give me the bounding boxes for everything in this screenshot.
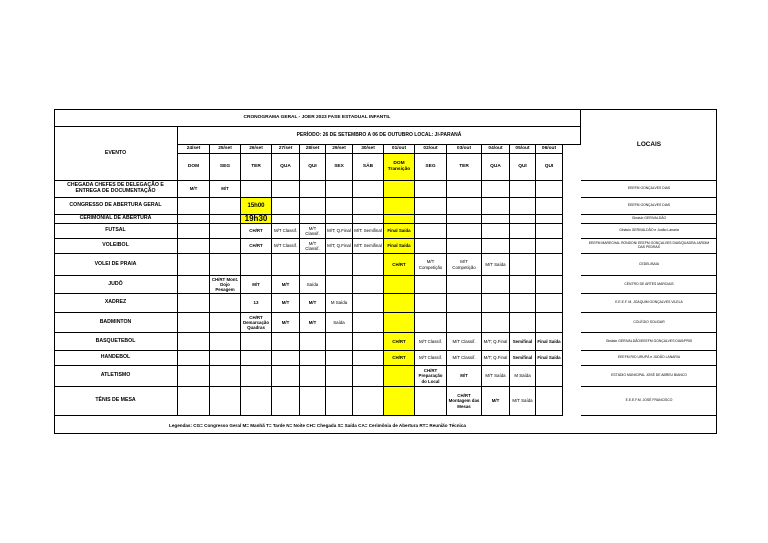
event-name: CONGRESSO DE ABERTURA GERAL xyxy=(54,198,178,215)
location-cell: Ginásio GERIVALDÃO xyxy=(581,215,717,224)
schedule-cell xyxy=(326,198,353,215)
schedule-cell: M/T: Semifinal xyxy=(353,224,384,239)
day-date: 24/set xyxy=(178,145,210,154)
schedule-cell: M/T: Semifinal xyxy=(353,239,384,254)
schedule-cell xyxy=(353,366,384,387)
schedule-cell xyxy=(353,333,384,351)
schedule-cell xyxy=(353,387,384,416)
event-name: TÊNIS DE MESA xyxy=(54,387,178,416)
schedule-cell xyxy=(300,181,326,198)
schedule-cell xyxy=(482,181,510,198)
schedule-cell xyxy=(210,313,241,333)
schedule-cell xyxy=(510,181,536,198)
schedule-cell: M/T Competição xyxy=(415,254,447,276)
schedule-cell: M/T Classif. xyxy=(300,224,326,239)
schedule-cell xyxy=(353,181,384,198)
day-date: 26/set xyxy=(241,145,272,154)
schedule-cell xyxy=(272,198,300,215)
location-cell: EEEFM MARECHAL RONDON/ EEEFM GONÇALVES DIAS/QUADRA JARDIM DAS PEDRAS xyxy=(581,239,717,254)
schedule-cell: M/T xyxy=(300,294,326,313)
day-of-week: SEX xyxy=(326,154,353,181)
day-of-week: QUI xyxy=(536,154,563,181)
day-of-week: QUA xyxy=(272,154,300,181)
schedule-cell: CH/RT Montagem das Mesas xyxy=(447,387,482,416)
schedule-cell xyxy=(353,351,384,366)
day-of-week: TER xyxy=(447,154,482,181)
schedule-cell xyxy=(353,276,384,294)
schedule-cell: CH/RT xyxy=(384,351,415,366)
schedule-cell: Final Saída xyxy=(384,224,415,239)
schedule-cell xyxy=(384,198,415,215)
schedule-cell xyxy=(241,254,272,276)
schedule-cell xyxy=(510,294,536,313)
day-date: 04/out xyxy=(482,145,510,154)
schedule-cell xyxy=(241,181,272,198)
schedule-cell xyxy=(178,215,210,224)
schedule-cell xyxy=(300,333,326,351)
schedule-cell xyxy=(326,351,353,366)
location-cell: EEEFM GONÇALVES DIAS xyxy=(581,198,717,215)
schedule-cell xyxy=(447,181,482,198)
schedule-cell: Saída xyxy=(326,313,353,333)
schedule-cell xyxy=(384,387,415,416)
location-cell: E.E.E.F.M. JOSÉ FRANCISCO xyxy=(581,387,717,416)
schedule-cell xyxy=(384,215,415,224)
day-date: 02/out xyxy=(415,145,447,154)
schedule-cell xyxy=(447,313,482,333)
day-of-week: DOM xyxy=(178,154,210,181)
schedule-cell: M/T xyxy=(447,366,482,387)
schedule-cell xyxy=(353,313,384,333)
schedule-cell xyxy=(482,224,510,239)
schedule-cell: M/T Competição xyxy=(447,254,482,276)
schedule-cell: Final Saída xyxy=(384,239,415,254)
day-date: 27/set xyxy=(272,145,300,154)
schedule-cell: M/T Classif. xyxy=(272,224,300,239)
schedule-cell xyxy=(178,198,210,215)
schedule-cell xyxy=(415,215,447,224)
schedule-cell: M/T xyxy=(482,387,510,416)
schedule-cell xyxy=(536,224,563,239)
location-cell: EEEFM GONÇALVES DIAS xyxy=(581,181,717,198)
schedule-cell: M/T; Q.Final xyxy=(326,239,353,254)
day-date: 30/set xyxy=(353,145,384,154)
schedule-cell xyxy=(536,276,563,294)
schedule-cell xyxy=(241,387,272,416)
schedule-cell xyxy=(415,198,447,215)
schedule-cell xyxy=(300,254,326,276)
schedule-cell xyxy=(536,254,563,276)
schedule-cell: M Saída xyxy=(510,366,536,387)
schedule-cell xyxy=(482,198,510,215)
schedule-cell xyxy=(510,254,536,276)
schedule-cell: M/T Classif. xyxy=(415,333,447,351)
schedule-cell xyxy=(210,215,241,224)
schedule-cell xyxy=(482,276,510,294)
schedule-cell xyxy=(326,333,353,351)
schedule-cell xyxy=(510,276,536,294)
schedule-cell: M/T Saída xyxy=(482,254,510,276)
event-name: FUTSAL xyxy=(54,224,178,239)
schedule-cell: 13 xyxy=(241,294,272,313)
day-date: 28/set xyxy=(300,145,326,154)
schedule-cell: M/T; Q.Final xyxy=(482,333,510,351)
schedule-cell xyxy=(178,239,210,254)
schedule-cell xyxy=(272,215,300,224)
schedule-cell xyxy=(272,254,300,276)
schedule-cell xyxy=(447,294,482,313)
schedule-cell: CH/RT xyxy=(241,239,272,254)
locais-header: LOCAIS xyxy=(581,109,717,181)
location-cell: Ginásio GERIVALDÃO/EEEFM GONÇALVES DIAS/PRIS xyxy=(581,333,717,351)
schedule-cell: M/T; Q.Final xyxy=(326,224,353,239)
schedule-cell xyxy=(178,294,210,313)
schedule-cell: CH/RT Mont. Dojo Pesagem xyxy=(210,276,241,294)
schedule-cell: CH/RT xyxy=(384,254,415,276)
schedule-cell xyxy=(178,254,210,276)
schedule-cell xyxy=(272,366,300,387)
schedule-cell: CH/RT Preparação do Local xyxy=(415,366,447,387)
schedule-cell xyxy=(482,294,510,313)
schedule-cell xyxy=(326,181,353,198)
event-name: CERIMONIAL DE ABERTURA xyxy=(54,215,178,224)
schedule-cell xyxy=(326,366,353,387)
schedule-cell xyxy=(210,239,241,254)
schedule-cell: M Saída xyxy=(326,294,353,313)
schedule-cell: M/T Classif. xyxy=(447,351,482,366)
schedule-cell xyxy=(415,276,447,294)
day-of-week: SÁB xyxy=(353,154,384,181)
event-name: CHEGADA CHEFES DE DELEGAÇÃO E ENTREGA DE DOCUMENTAÇÃO xyxy=(54,181,178,198)
schedule-cell xyxy=(300,198,326,215)
schedule-cell xyxy=(415,294,447,313)
schedule-cell: Semifinal xyxy=(510,351,536,366)
schedule-cell xyxy=(447,224,482,239)
schedule-cell xyxy=(384,276,415,294)
schedule-cell xyxy=(178,387,210,416)
schedule-cell xyxy=(415,239,447,254)
day-date: 03/out xyxy=(447,145,482,154)
schedule-cell xyxy=(272,333,300,351)
event-name: JUDÔ xyxy=(54,276,178,294)
schedule-cell xyxy=(482,215,510,224)
schedule-cell xyxy=(510,198,536,215)
schedule-cell xyxy=(536,366,563,387)
schedule-cell xyxy=(510,224,536,239)
schedule-cell: CH/RT xyxy=(384,333,415,351)
schedule-cell xyxy=(536,215,563,224)
schedule-cell: M/T xyxy=(241,276,272,294)
schedule-cell xyxy=(210,198,241,215)
schedule-cell xyxy=(353,198,384,215)
schedule-cell xyxy=(210,387,241,416)
schedule-cell: M/T Classif. xyxy=(447,333,482,351)
schedule-cell: M/T Saída xyxy=(482,366,510,387)
schedule-cell: M/T Saída xyxy=(510,387,536,416)
event-name: ATLETISMO xyxy=(54,366,178,387)
schedule-cell xyxy=(178,333,210,351)
schedule-cell xyxy=(353,215,384,224)
location-cell: CEDEL/BAIA xyxy=(581,254,717,276)
day-date: 29/set xyxy=(326,145,353,154)
schedule-cell: M/T xyxy=(300,313,326,333)
schedule-cell xyxy=(241,366,272,387)
schedule-cell: M/T Classif. xyxy=(415,351,447,366)
schedule-cell xyxy=(178,366,210,387)
day-of-week: SEG xyxy=(415,154,447,181)
schedule-cell xyxy=(272,181,300,198)
event-name: VOLEIBOL xyxy=(54,239,178,254)
schedule-cell xyxy=(272,387,300,416)
schedule-cell: Saída xyxy=(300,276,326,294)
location-cell: CENTRO DE ARTES MARCIAIS xyxy=(581,276,717,294)
schedule-cell xyxy=(384,313,415,333)
schedule-cell xyxy=(210,333,241,351)
schedule-cell xyxy=(178,313,210,333)
day-of-week: SEG xyxy=(210,154,241,181)
schedule-cell xyxy=(447,215,482,224)
period-header: PERÍODO: 26 DE SETEMBRO A 06 DE OUTUBRO LOCAL: JI-PARANÁ xyxy=(178,127,581,145)
event-name: BASQUETEBOL xyxy=(54,333,178,351)
event-name: HANDEBOL xyxy=(54,351,178,366)
schedule-cell xyxy=(210,294,241,313)
day-date: 01/out xyxy=(384,145,415,154)
schedule-cell xyxy=(210,224,241,239)
schedule-cell xyxy=(300,215,326,224)
schedule-cell: M/T; Q.Final xyxy=(482,351,510,366)
table-title: CRONOGRAMA GERAL - JOER 2023 FASE ESTADUAL INFANTIL xyxy=(54,109,581,127)
schedule-cell xyxy=(510,215,536,224)
schedule-cell xyxy=(384,181,415,198)
event-name: VOLEI DE PRAIA xyxy=(54,254,178,276)
day-of-week: QUI xyxy=(300,154,326,181)
schedule-cell xyxy=(300,366,326,387)
schedule-cell: M/T xyxy=(178,181,210,198)
schedule-cell: M/T xyxy=(272,294,300,313)
schedule-cell xyxy=(415,387,447,416)
schedule-cell xyxy=(353,294,384,313)
schedule-cell xyxy=(536,313,563,333)
schedule-cell xyxy=(178,351,210,366)
day-of-week: DOM Transição xyxy=(384,154,415,181)
schedule-cell xyxy=(272,351,300,366)
schedule-cell xyxy=(482,239,510,254)
schedule-cell xyxy=(415,224,447,239)
schedule-cell xyxy=(536,387,563,416)
location-cell: E.E.E.F. M. JOAQUIM GONÇALVES VILELA xyxy=(581,294,717,313)
schedule-cell xyxy=(384,366,415,387)
schedule-cell: M/T xyxy=(272,276,300,294)
schedule-cell: 19h30 xyxy=(241,215,272,224)
schedule-cell: CH/RT Demarcação Quadras xyxy=(241,313,272,333)
schedule-cell xyxy=(510,313,536,333)
schedule-cell xyxy=(300,351,326,366)
schedule-cell xyxy=(536,198,563,215)
schedule-cell xyxy=(510,239,536,254)
schedule-cell xyxy=(178,276,210,294)
schedule-cell: M/T xyxy=(272,313,300,333)
schedule-cell: Semifinal xyxy=(510,333,536,351)
schedule-cell xyxy=(210,366,241,387)
schedule-cell xyxy=(536,294,563,313)
schedule-cell xyxy=(326,254,353,276)
day-of-week: TER xyxy=(241,154,272,181)
schedule-cell: M/T Classif. xyxy=(272,239,300,254)
schedule-cell xyxy=(384,294,415,313)
event-name: XADREZ xyxy=(54,294,178,313)
schedule-table xyxy=(54,109,717,434)
schedule-cell xyxy=(447,239,482,254)
schedule-cell xyxy=(415,181,447,198)
schedule-cell: CH/RT xyxy=(241,224,272,239)
location-cell: COLÉGIO SOLIDAR xyxy=(581,313,717,333)
schedule-cell: M/T xyxy=(210,181,241,198)
schedule-cell xyxy=(482,313,510,333)
schedule-cell xyxy=(447,198,482,215)
schedule-cell xyxy=(326,215,353,224)
legend: Legendas: CG= Congresso Geral M= Manhã T= Tarde N= Noite CH= Chegada S= Saída CA= Cerimônia de Abertura RT= Reunião Técnica xyxy=(169,422,466,428)
day-date: 05/out xyxy=(510,145,536,154)
schedule-cell: M/T Classif. xyxy=(300,239,326,254)
location-cell: ESTÁDIO MUNICIPAL JOSÉ DE ABREU BIANCO xyxy=(581,366,717,387)
location-cell: EEEFM RIO URUPÁ e JUDÃO LANARIA xyxy=(581,351,717,366)
event-name: BADMINTON xyxy=(54,313,178,333)
schedule-cell xyxy=(447,276,482,294)
schedule-cell xyxy=(536,181,563,198)
schedule-cell xyxy=(210,351,241,366)
schedule-cell xyxy=(536,239,563,254)
schedule-cell xyxy=(300,387,326,416)
day-of-week: QUI xyxy=(510,154,536,181)
schedule-cell: Final Saída xyxy=(536,333,563,351)
day-of-week: QUA xyxy=(482,154,510,181)
schedule-cell: 15h00 xyxy=(241,198,272,215)
schedule-cell xyxy=(415,313,447,333)
evento-header: EVENTO xyxy=(54,127,178,181)
schedule-cell xyxy=(241,333,272,351)
schedule-cell xyxy=(178,224,210,239)
schedule-cell xyxy=(210,254,241,276)
day-date: 06/out xyxy=(536,145,563,154)
location-cell: Ginásio GERIVALDÃO e Judão Lanaria xyxy=(581,224,717,239)
schedule-cell xyxy=(241,351,272,366)
schedule-cell: Final Saída xyxy=(536,351,563,366)
schedule-cell xyxy=(326,276,353,294)
schedule-cell xyxy=(326,387,353,416)
day-date: 25/set xyxy=(210,145,241,154)
schedule-cell xyxy=(353,254,384,276)
